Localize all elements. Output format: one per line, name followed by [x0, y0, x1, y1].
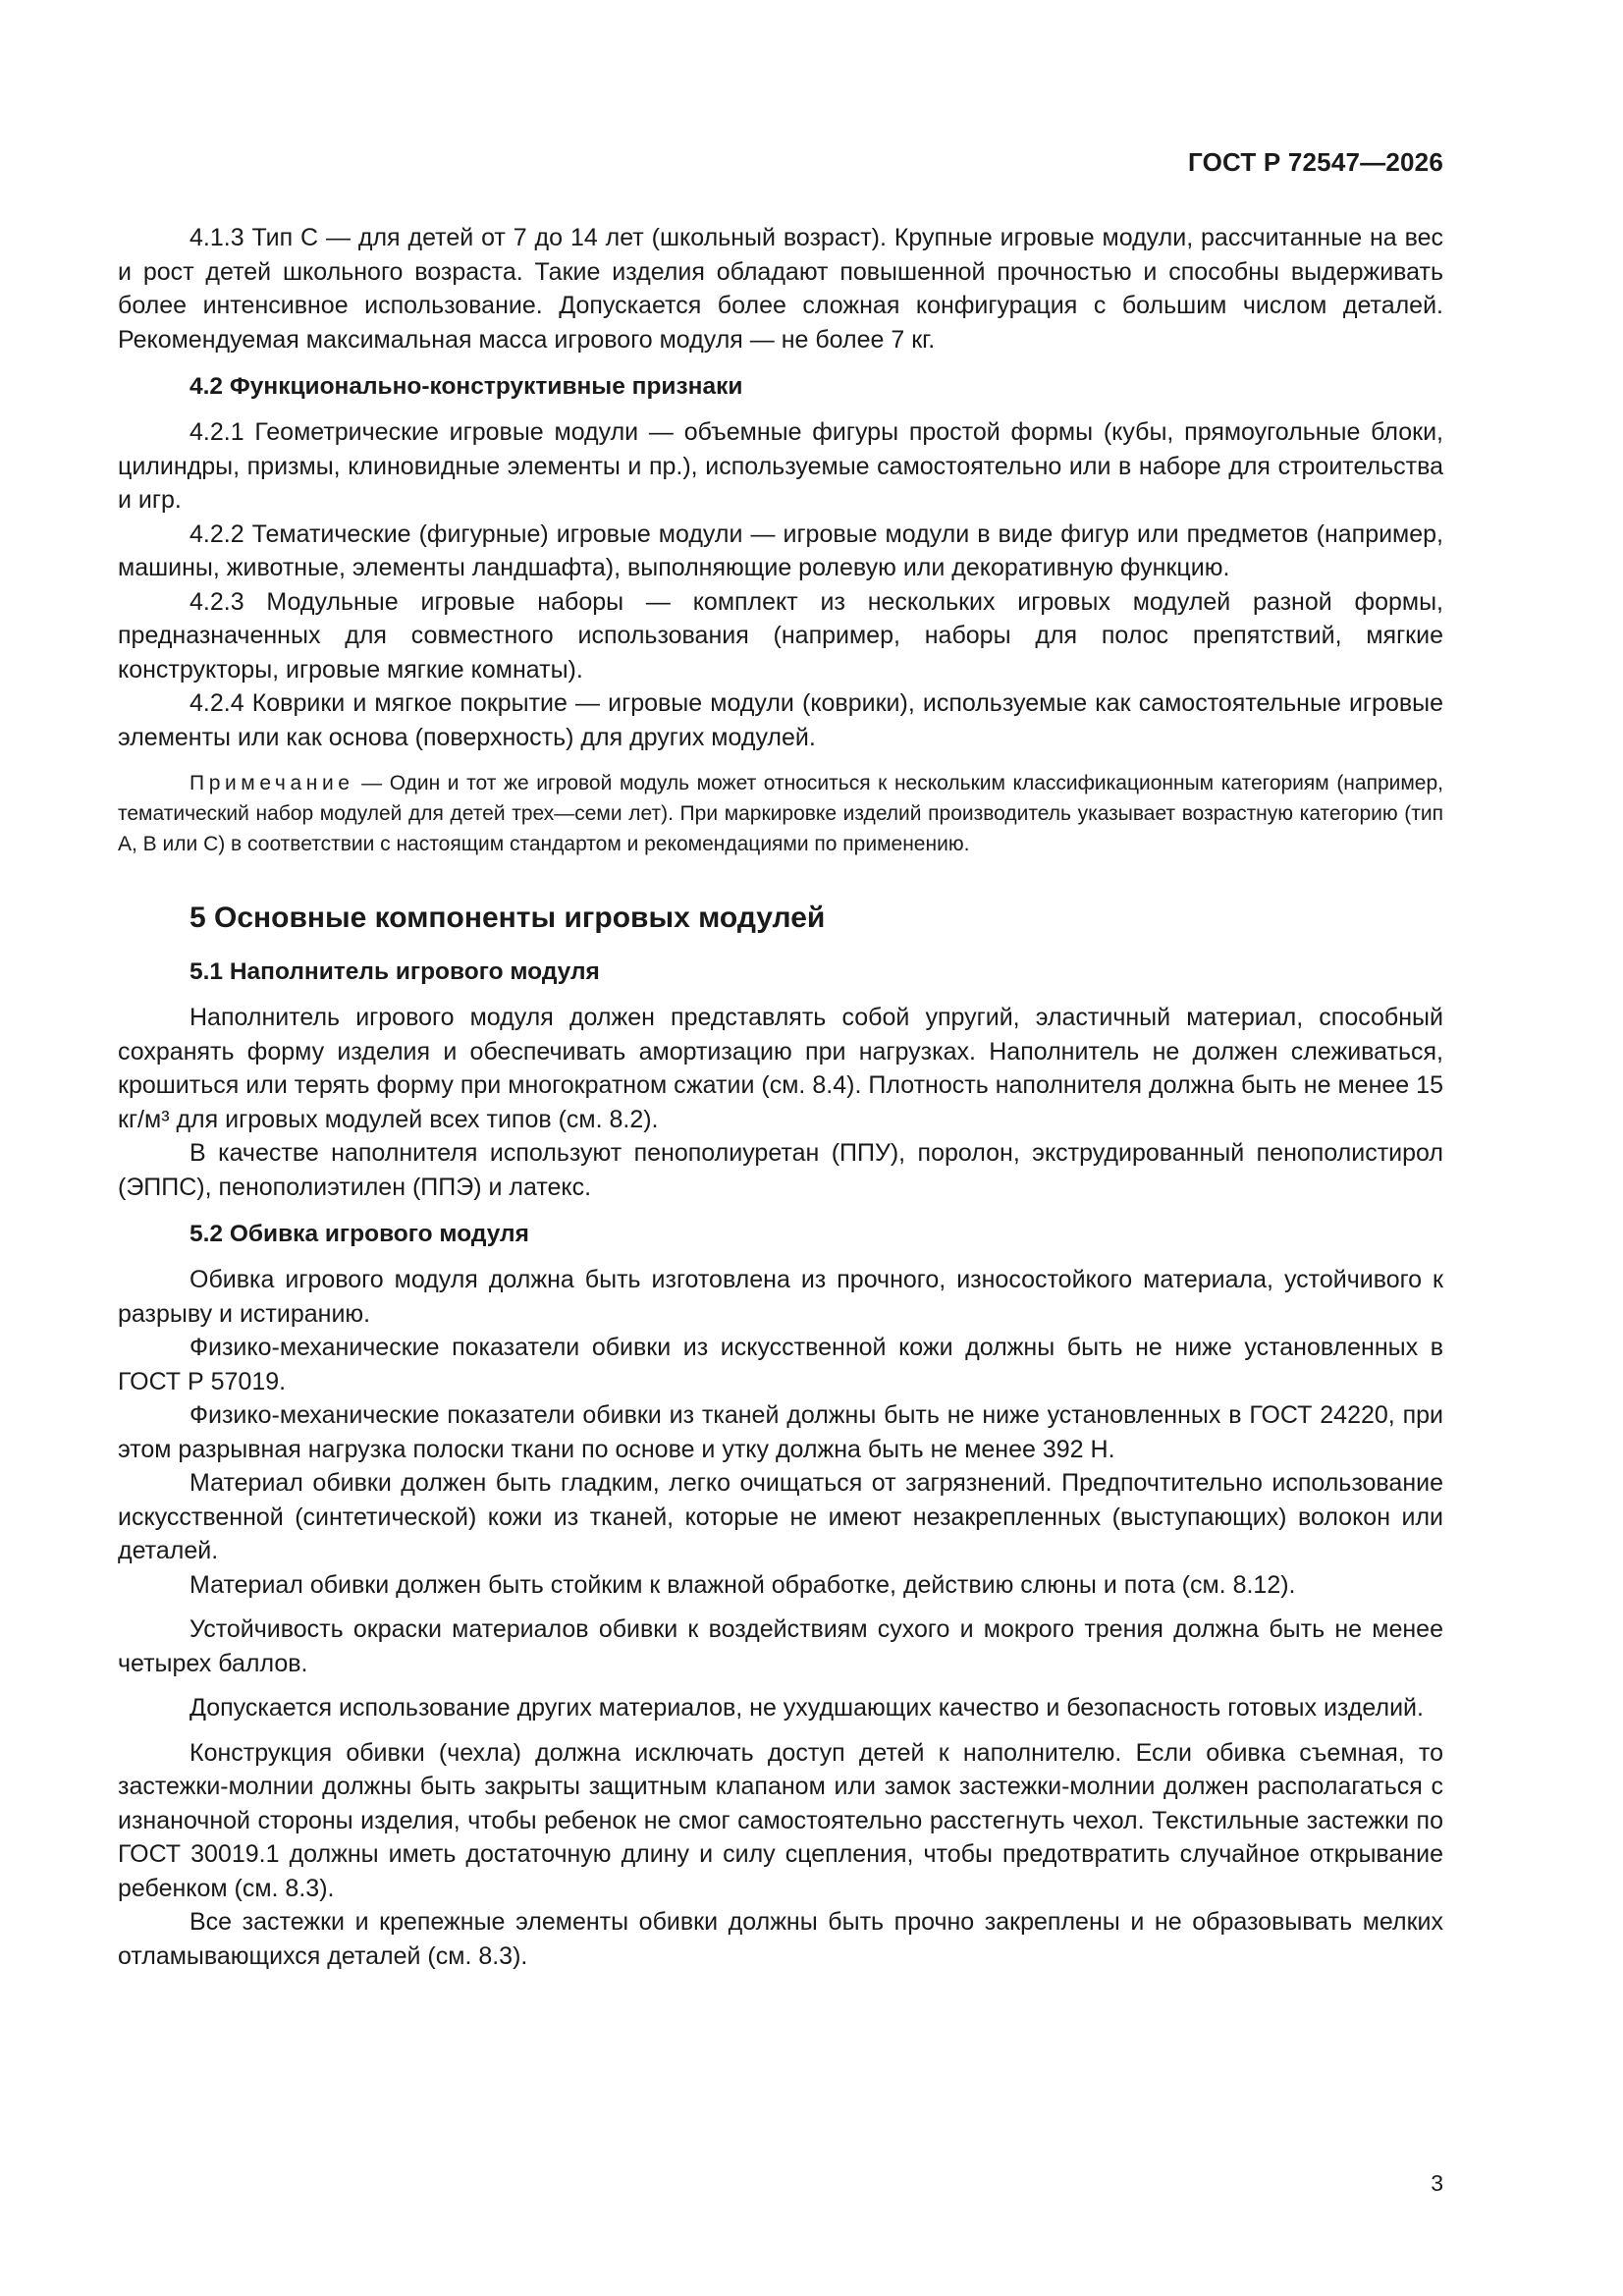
paragraph-4-2-1: 4.2.1 Геометрические игровые модули — объемные фигуры простой формы (кубы, прямоугольные блоки, цилиндры, призмы, клиновидные элементы и пр.), используемые самостоятельно или в наборе для строительства и игр.	[118, 418, 1443, 514]
paragraph-5-2-i: Все застежки и крепежные элементы обивки должны быть прочно закреплены и не образовывать мелких отламывающихся деталей (см. 8.3).	[118, 1908, 1443, 1970]
paragraph-5-1-b: В качестве наполнителя используют пенополиуретан (ППУ), поролон, экструдированный пенополистирол (ЭППС), пенополиэтилен (ППЭ) и латекс.	[118, 1139, 1443, 1201]
paragraph-5-2-h: Конструкция обивки (чехла) должна исключать доступ детей к наполнителю. Если обивка съемная, то застежки-молнии должны быть закрыты защитным клапаном или замок застежки-молнии должен располагаться с изнаночной стороны изделия, чтобы ребенок не смог самостоятельно расстегнуть чехол. Текстильные застежки по ГОСТ 30019.1 должны иметь достаточную длину и силу сцепления, чтобы предотвратить случайное открывание ребенком (см. 8.3).	[118, 1738, 1443, 1902]
subsection-heading-5-1: 5.1 Наполнитель игрового модуля	[189, 958, 600, 985]
paragraph-5-2-a: Обивка игрового модуля должна быть изготовлена из прочного, износостойкого материала, устойчивого к разрыву и истиранию.	[118, 1266, 1443, 1328]
paragraph-4-2-2: 4.2.2 Тематические (фигурные) игровые модули — игровые модули в виде фигур или предметов (например, машины, животные, элементы ландшафта), выполняющие ролевую или декоративную функцию.	[118, 519, 1443, 581]
note-label: Примечание	[189, 772, 354, 794]
paragraph-5-2-b: Физико-механические показатели обивки из искусственной кожи должны быть не ниже установленных в ГОСТ Р 57019.	[118, 1334, 1443, 1395]
paragraph-5-2-e: Материал обивки должен быть стойким к влажной обработке, действию слюны и пота (см. 8.12).	[189, 1570, 1296, 1599]
paragraph-5-2-f: Устойчивость окраски материалов обивки к воздействиям сухого и мокрого трения должна быть не менее четырех баллов.	[118, 1615, 1443, 1677]
paragraph-5-1-a: Наполнитель игрового модуля должен представлять собой упругий, эластичный материал, способный сохранять форму изделия и обеспечивать амортизацию при нагрузках. Наполнитель не должен слеживаться, крошиться или терять форму при многократном сжатии (см. 8.4). Плотность наполнителя должна быть не менее 15 кг/м³ для игровых модулей всех типов (см. 8.2).	[118, 1004, 1443, 1133]
paragraph-5-2-c: Физико-механические показатели обивки из тканей должны быть не ниже установленных в ГОСТ 24220, при этом разрывная нагрузка полоски ткани по основе и утку должна быть не менее 392 Н.	[118, 1401, 1443, 1463]
section-heading-5: 5 Основные компоненты игровых модулей	[189, 902, 826, 934]
standard-code: ГОСТ Р 72547—2026	[1188, 147, 1443, 177]
paragraph-5-2-g: Допускается использование других материалов, не ухудшающих качество и безопасность готовых изделий.	[189, 1694, 1424, 1722]
note	[118, 768, 1443, 859]
paragraph-4-2-3: 4.2.3 Модульные игровые наборы — комплект из нескольких игровых модулей разной формы, предназначенных для совместного использования (например, наборы для полос препятствий, мягкие конструкторы, игровые мягкие комнаты).	[118, 587, 1443, 683]
page-body	[118, 221, 1443, 1973]
paragraph-4-2-4: 4.2.4 Коврики и мягкое покрытие — игровые модули (коврики), используемые как самостоятельные игровые элементы или как основа (поверхность) для других модулей.	[118, 689, 1443, 751]
subsection-heading-5-2: 5.2 Обивка игрового модуля	[189, 1221, 529, 1247]
subsection-heading-4-2: 4.2 Функционально-конструктивные признаки	[189, 373, 743, 400]
page-number: 3	[1431, 2170, 1443, 2196]
paragraph-4-1-3: 4.1.3 Тип С — для детей от 7 до 14 лет (школьный возраст). Крупные игровые модули, рассчитанные на вес и рост детей школьного возраста. Такие изделия обладают повышенной прочностью и способны выдерживать более интенсивное использование. Допускается более сложная конфигурация с большим числом деталей. Рекомендуемая максимальная масса игрового модуля — не более 7 кг.	[118, 224, 1443, 354]
note-text: — Один и тот же игровой модуль может относиться к нескольким классификационным категориям (например, тематический набор модулей для детей трех—семи лет). При маркировке изделий производитель указывает возрастную категорию (тип А, В или С) в соответствии с настоящим стандартом и рекомендациями по применению.	[118, 772, 1443, 855]
paragraph-5-2-d: Материал обивки должен быть гладким, легко очищаться от загрязнений. Предпочтительно использование искусственной (синтетической) кожи из тканей, которые не имеют незакрепленных (выступающих) волокон или деталей.	[118, 1469, 1443, 1564]
